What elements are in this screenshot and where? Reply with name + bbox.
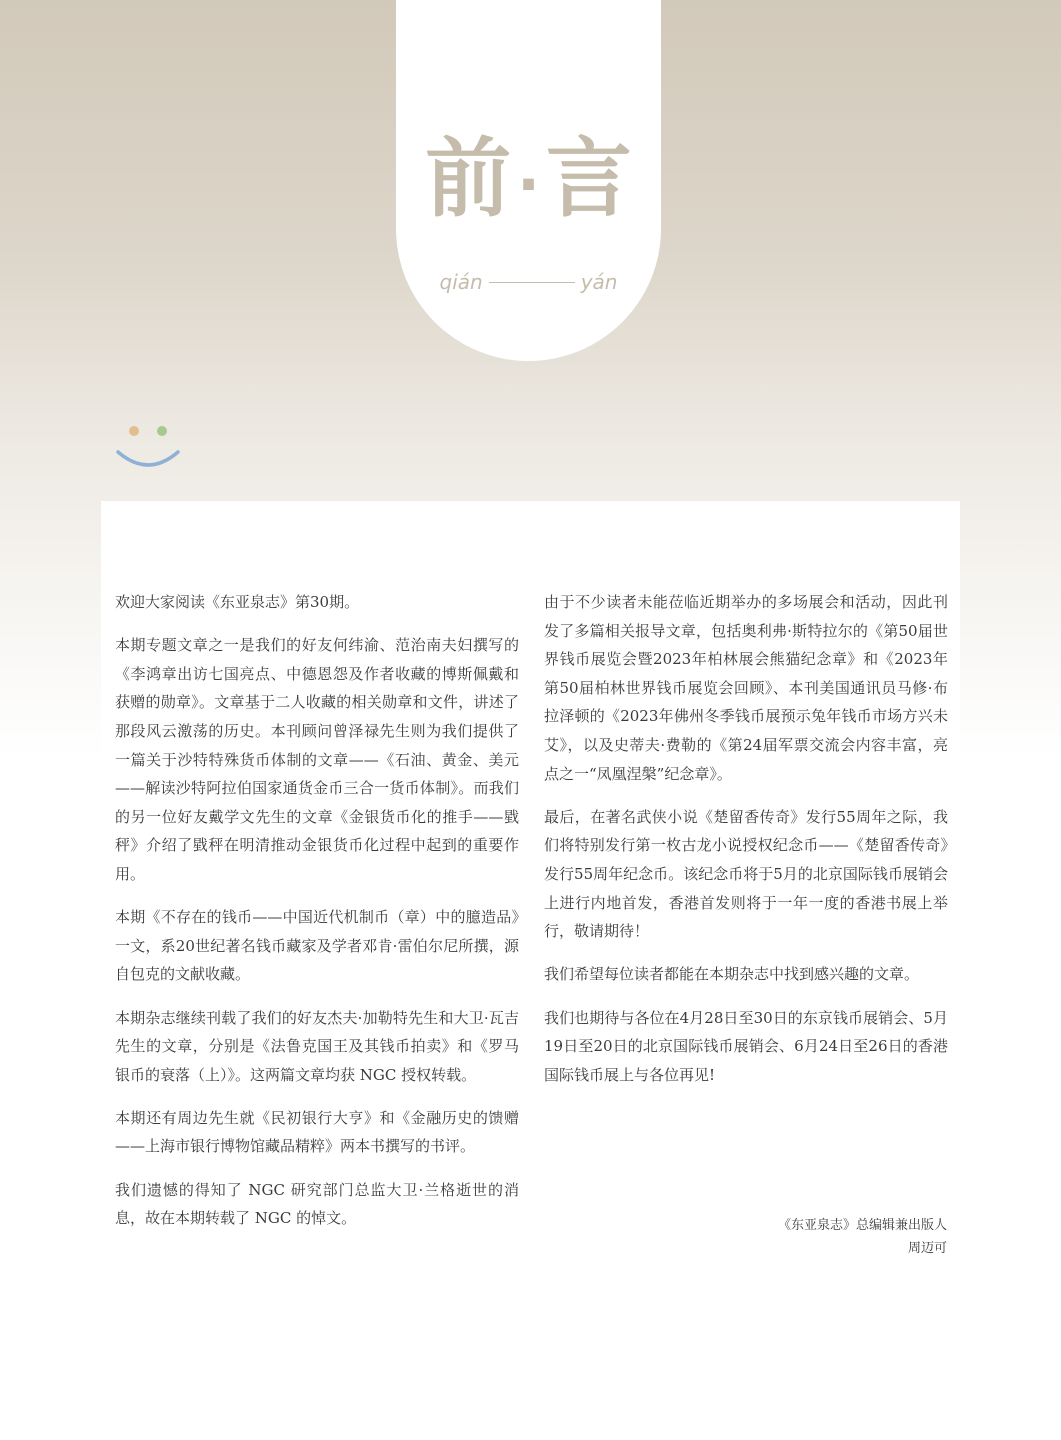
paragraph: 本期专题文章之一是我们的好友何纬渝、范治南夫妇撰写的《李鸿章出访七国亮点、中德恩怨及作者收藏的博斯佩戴和获赠的勋章》。文章基于二人收藏的相关勋章和文件，讲述了那段风云激荡的历史。本刊顾问曾泽禄先生则为我们提供了一篇关于沙特特殊货币体制的文章——《石油、黄金、美元——解读沙特阿拉伯国家通货金币三合一货币体制》。而我们的另一位好友戴学文先生的文章《金银货币化的推手——戥秤》介绍了戥秤在明清推动金银货币化过程中起到的重要作用。 [115, 636, 519, 883]
title-pinyin [396, 270, 661, 294]
smiley-left-eye [129, 426, 139, 436]
page-title [396, 129, 661, 229]
paragraph: 我们也期待与各位在4月28日至30日的东京钱币展销会、5月19日至20日的北京国际钱币展销会、6月24日至26日的香港国际钱币展上与各位再见! [544, 1008, 948, 1084]
signature-role: 《东亚泉志》总编辑兼出版人 [777, 1218, 947, 1233]
paragraph: 欢迎大家阅读《东亚泉志》第30期。 [115, 593, 360, 611]
smiley-icon [112, 420, 184, 476]
paragraph: 我们希望每位读者都能在本期杂志中找到感兴趣的文章。 [544, 965, 920, 984]
title-char-yan: 言 [545, 129, 632, 229]
paragraph: 本期杂志继续刊载了我们的好友杰夫·加勒特先生和大卫·瓦吉先生的文章，分别是《法鲁克国王及其钱币拍卖》和《罗马银币的衰落（上）》。这两篇文章均获 NGC 授权转载。 [115, 1008, 519, 1084]
pinyin-yan: yán [580, 270, 618, 294]
pinyin-divider [489, 282, 575, 283]
paragraph: 由于不少读者未能莅临近期举办的多场展会和活动，因此刊发了多篇相关报导文章，包括奥利弗·斯特拉尔的《第50届世界钱币展览会暨2023年柏林展会熊猫纪念章》和《2023年第50届柏林世界钱币展览会回顾》、本刊美国通讯员马修·布拉泽顿的《2023年佛州冬季钱币展预示兔年钱币市场方兴未艾》，以及史蒂夫·费勒的《第24届军票交流会内容丰富，亮点之一“凤凰涅槃”纪念章》。 [544, 593, 948, 783]
paragraph: 我们遗憾的得知了 NGC 研究部门总监大卫·兰格逝世的消息，故在本期转载了 NGC 的悼文。 [115, 1180, 519, 1228]
title-char-qian: 前 [425, 129, 512, 229]
right-column [544, 588, 948, 1104]
paragraph: 本期还有周边先生就《民初银行大亨》和《金融历史的馈赠——上海市银行博物馆藏品精粹》两本书撰写的书评。 [115, 1108, 519, 1156]
pinyin-qian: qián [439, 270, 483, 294]
smiley-mouth [118, 452, 178, 465]
paragraph: 最后，在著名武侠小说《楚留香传奇》发行55周年之际，我们将特别发行第一枚古龙小说授权纪念币——《楚留香传奇》发行55周年纪念币。该纪念币将于5月的北京国际钱币展销会上进行内地首发，香港首发则将于一年一度的香港书展上举行，敬请期待！ [544, 807, 948, 941]
paragraph: 本期《不存在的钱币——中国近代机制币（章）中的臆造品》一文，系20世纪著名钱币藏家及学者邓肯·雷伯尔尼所撰，源自包克的文献收藏。 [115, 908, 519, 984]
title-dot: · [517, 149, 540, 220]
left-column [115, 588, 519, 1247]
signature-name: 周迈可 [907, 1241, 947, 1256]
signature-block [700, 1214, 947, 1260]
smiley-right-eye [157, 426, 167, 436]
